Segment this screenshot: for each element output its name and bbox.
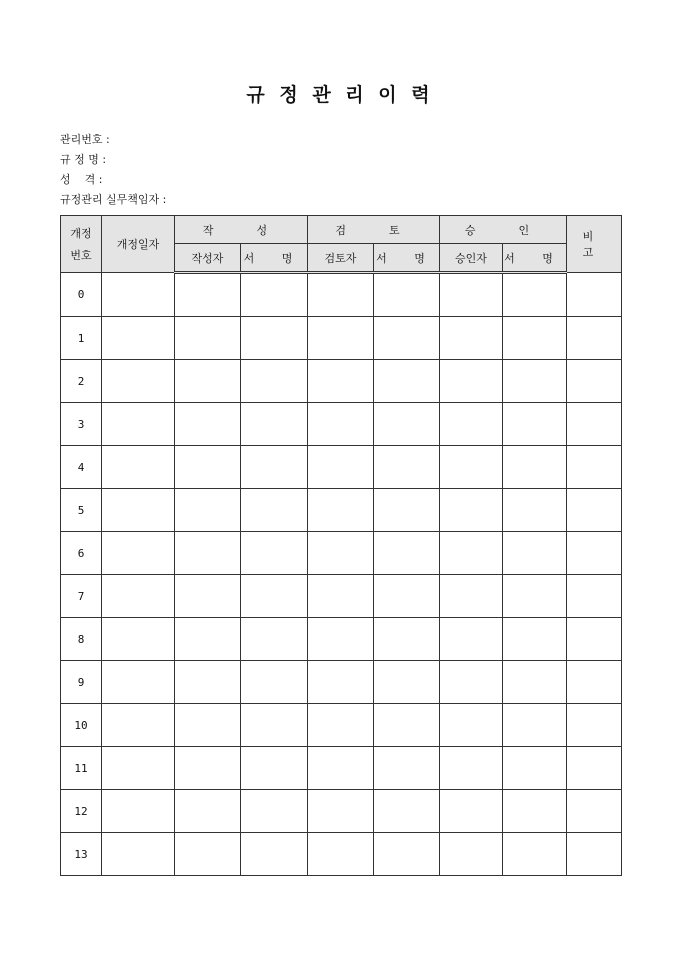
author-sign-cell[interactable]	[241, 360, 308, 403]
reviewer-sign-cell[interactable]	[374, 273, 440, 317]
approver-sign-cell[interactable]	[503, 532, 567, 575]
author-cell[interactable]	[175, 704, 241, 747]
reviewer-cell[interactable]	[308, 575, 374, 618]
table-row	[61, 360, 622, 403]
character-field	[60, 170, 166, 190]
author-sign-cell[interactable]	[241, 532, 308, 575]
author-sign-cell[interactable]	[241, 317, 308, 360]
revision-date-cell[interactable]	[102, 532, 175, 575]
document-title: 규 정 관 리 이 력	[246, 84, 434, 106]
author-sign-cell[interactable]	[241, 661, 308, 704]
approver-sign-cell[interactable]	[503, 403, 567, 446]
reviewer-cell[interactable]	[308, 747, 374, 790]
author-sign-cell[interactable]	[241, 446, 308, 489]
remarks-cell[interactable]	[567, 747, 622, 790]
approver-cell[interactable]	[440, 317, 503, 360]
responsible-label: 규정관리 실무책임자 :	[60, 193, 167, 206]
table-row	[61, 489, 622, 532]
reviewer-cell[interactable]	[308, 833, 374, 876]
reviewer-cell[interactable]	[308, 489, 374, 532]
meta-fields	[60, 130, 166, 210]
author-sign-cell[interactable]	[241, 575, 308, 618]
author-cell[interactable]	[175, 273, 241, 317]
regulation-name-label: 규 정 명 :	[60, 153, 107, 166]
revision-date-cell[interactable]	[102, 403, 175, 446]
revision-no-header	[61, 216, 102, 273]
approver-cell[interactable]	[440, 618, 503, 661]
author-cell[interactable]	[175, 833, 241, 876]
remarks-cell[interactable]	[567, 532, 622, 575]
author-cell[interactable]	[175, 747, 241, 790]
approver-cell[interactable]	[440, 833, 503, 876]
table-row	[61, 790, 622, 833]
revision-date-cell[interactable]	[102, 446, 175, 489]
author-cell[interactable]	[175, 661, 241, 704]
table-row	[61, 532, 622, 575]
table-row	[61, 618, 622, 661]
author-sign-cell[interactable]	[241, 403, 308, 446]
approver-sign-cell[interactable]	[503, 317, 567, 360]
revision-no-cell: 0	[61, 273, 102, 317]
revision-date-cell[interactable]	[102, 489, 175, 532]
reviewer-sign-cell[interactable]	[374, 446, 440, 489]
revision-date-cell[interactable]	[102, 575, 175, 618]
author-sign-header: 서 명	[241, 244, 308, 273]
remarks-cell[interactable]	[567, 273, 622, 317]
revision-date-cell[interactable]	[102, 360, 175, 403]
reviewer-cell[interactable]	[308, 790, 374, 833]
revision-no-cell: 9	[61, 661, 102, 704]
management-no-label: 관리번호 :	[60, 133, 110, 146]
reviewer-sign-cell[interactable]	[374, 661, 440, 704]
approver-cell[interactable]	[440, 790, 503, 833]
reviewer-cell[interactable]	[308, 317, 374, 360]
remarks-cell[interactable]	[567, 618, 622, 661]
remarks-header: 비 고	[567, 216, 622, 273]
revision-no-cell: 1	[61, 317, 102, 360]
revision-no-header-line2: 번호	[70, 249, 92, 262]
remarks-cell[interactable]	[567, 403, 622, 446]
responsible-field	[60, 190, 166, 210]
table-row	[61, 403, 622, 446]
remarks-cell[interactable]	[567, 833, 622, 876]
reviewer-header: 검토자	[308, 244, 374, 273]
remarks-cell[interactable]	[567, 575, 622, 618]
review-group-header: 검 토	[308, 216, 440, 244]
table-row	[61, 273, 622, 317]
author-cell[interactable]	[175, 575, 241, 618]
approver-cell[interactable]	[440, 360, 503, 403]
author-sign-cell[interactable]	[241, 704, 308, 747]
approver-sign-cell[interactable]	[503, 618, 567, 661]
table-row	[61, 575, 622, 618]
remarks-cell[interactable]	[567, 360, 622, 403]
management-no-field	[60, 130, 166, 150]
revision-date-cell[interactable]	[102, 790, 175, 833]
table-row	[61, 446, 622, 489]
approver-cell[interactable]	[440, 273, 503, 317]
remarks-cell[interactable]	[567, 704, 622, 747]
reviewer-sign-cell[interactable]	[374, 704, 440, 747]
author-sign-cell[interactable]	[241, 489, 308, 532]
remarks-cell[interactable]	[567, 446, 622, 489]
approver-cell[interactable]	[440, 747, 503, 790]
approver-sign-cell[interactable]	[503, 833, 567, 876]
author-cell[interactable]	[175, 446, 241, 489]
revision-date-cell[interactable]	[102, 747, 175, 790]
author-sign-cell[interactable]	[241, 790, 308, 833]
author-sign-cell[interactable]	[241, 273, 308, 317]
approver-cell[interactable]	[440, 575, 503, 618]
author-group-header: 작 성	[175, 216, 308, 244]
author-sign-cell[interactable]	[241, 833, 308, 876]
revision-no-cell: 12	[61, 790, 102, 833]
character-label: 성 격 :	[60, 173, 103, 186]
reviewer-sign-header: 서 명	[374, 244, 440, 273]
reviewer-cell[interactable]	[308, 532, 374, 575]
approval-group-header: 승 인	[440, 216, 567, 244]
approver-sign-cell[interactable]	[503, 360, 567, 403]
approver-sign-cell[interactable]	[503, 489, 567, 532]
reviewer-cell[interactable]	[308, 403, 374, 446]
reviewer-sign-cell[interactable]	[374, 489, 440, 532]
reviewer-cell[interactable]	[308, 618, 374, 661]
revision-no-header-line1: 개정	[70, 227, 92, 240]
author-cell[interactable]	[175, 790, 241, 833]
revision-no-cell: 11	[61, 747, 102, 790]
approver-sign-cell[interactable]	[503, 446, 567, 489]
reviewer-sign-cell[interactable]	[374, 747, 440, 790]
table-row	[61, 661, 622, 704]
revision-date-header: 개정일자	[102, 216, 175, 273]
reviewer-cell[interactable]	[308, 661, 374, 704]
reviewer-cell[interactable]	[308, 360, 374, 403]
author-cell[interactable]	[175, 532, 241, 575]
approver-sign-header: 서 명	[503, 244, 567, 273]
author-cell[interactable]	[175, 618, 241, 661]
reviewer-sign-cell[interactable]	[374, 317, 440, 360]
author-cell[interactable]	[175, 403, 241, 446]
approver-cell[interactable]	[440, 661, 503, 704]
revision-no-cell: 6	[61, 532, 102, 575]
regulation-name-field	[60, 150, 166, 170]
approver-sign-cell[interactable]	[503, 661, 567, 704]
table-row	[61, 704, 622, 747]
approver-header: 승인자	[440, 244, 503, 273]
approver-cell[interactable]	[440, 532, 503, 575]
reviewer-cell[interactable]	[308, 273, 374, 317]
reviewer-cell[interactable]	[308, 446, 374, 489]
approver-cell[interactable]	[440, 446, 503, 489]
revision-no-cell: 3	[61, 403, 102, 446]
reviewer-cell[interactable]	[308, 704, 374, 747]
author-cell[interactable]	[175, 317, 241, 360]
approver-sign-cell[interactable]	[503, 704, 567, 747]
remarks-cell[interactable]	[567, 790, 622, 833]
table-row	[61, 833, 622, 876]
reviewer-sign-cell[interactable]	[374, 833, 440, 876]
approver-cell[interactable]	[440, 403, 503, 446]
reviewer-sign-cell[interactable]	[374, 618, 440, 661]
approver-sign-cell[interactable]	[503, 575, 567, 618]
reviewer-sign-cell[interactable]	[374, 575, 440, 618]
table-row	[61, 317, 622, 360]
reviewer-sign-cell[interactable]	[374, 403, 440, 446]
approver-sign-cell[interactable]	[503, 273, 567, 317]
author-sign-cell[interactable]	[241, 618, 308, 661]
reviewer-sign-cell[interactable]	[374, 790, 440, 833]
revision-date-cell[interactable]	[102, 661, 175, 704]
revision-no-cell: 5	[61, 489, 102, 532]
approver-cell[interactable]	[440, 704, 503, 747]
revision-date-cell[interactable]	[102, 833, 175, 876]
revision-no-cell: 4	[61, 446, 102, 489]
approver-cell[interactable]	[440, 489, 503, 532]
author-header: 작성자	[175, 244, 241, 273]
revision-date-cell[interactable]	[102, 273, 175, 317]
revision-date-cell[interactable]	[102, 704, 175, 747]
reviewer-sign-cell[interactable]	[374, 360, 440, 403]
approver-sign-cell[interactable]	[503, 790, 567, 833]
author-cell[interactable]	[175, 489, 241, 532]
revision-no-cell: 13	[61, 833, 102, 876]
table-row	[61, 747, 622, 790]
remarks-cell[interactable]	[567, 661, 622, 704]
revision-history-table	[60, 215, 622, 876]
remarks-cell[interactable]	[567, 489, 622, 532]
revision-date-cell[interactable]	[102, 618, 175, 661]
revision-date-cell[interactable]	[102, 317, 175, 360]
author-sign-cell[interactable]	[241, 747, 308, 790]
revision-no-cell: 2	[61, 360, 102, 403]
remarks-cell[interactable]	[567, 317, 622, 360]
revision-no-cell: 10	[61, 704, 102, 747]
revision-no-cell: 8	[61, 618, 102, 661]
author-cell[interactable]	[175, 360, 241, 403]
reviewer-sign-cell[interactable]	[374, 532, 440, 575]
approver-sign-cell[interactable]	[503, 747, 567, 790]
revision-no-cell: 7	[61, 575, 102, 618]
